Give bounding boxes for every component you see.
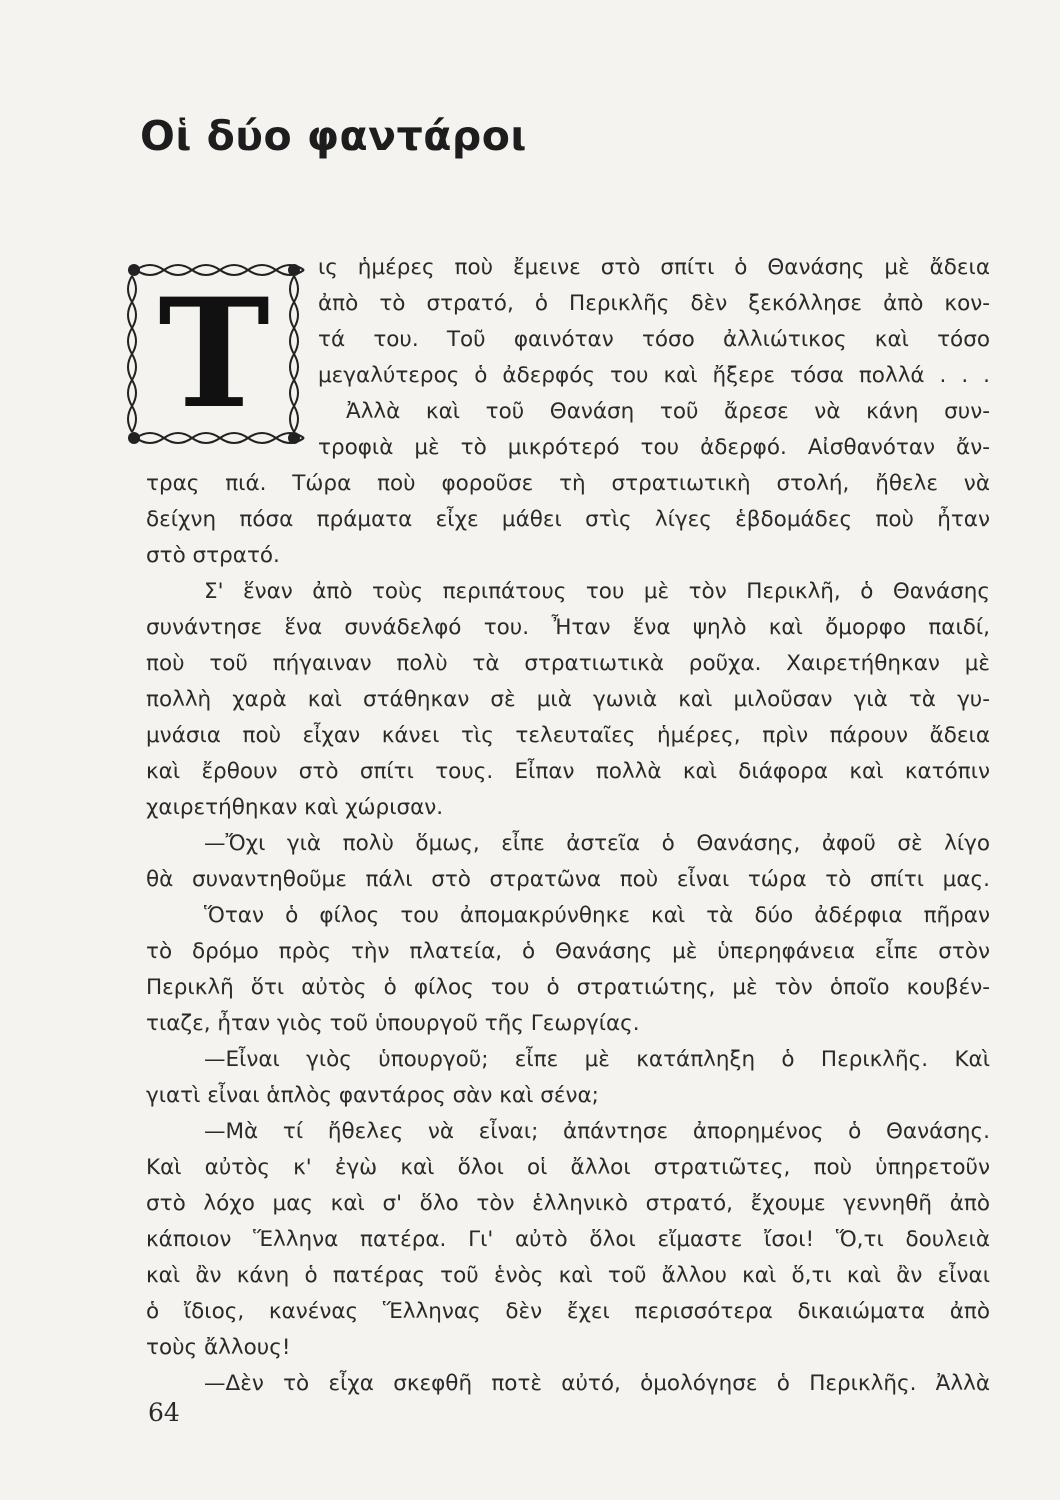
- text-line: στὸ στρατό.: [146, 543, 280, 568]
- text-line: ις ἡμέρες ποὺ ἔμεινε στὸ σπίτι ὁ Θανάσης μὲ ἄδεια: [318, 255, 990, 280]
- text-line: Ἀλλὰ καὶ τοῦ Θανάση τοῦ ἄρεσε νὰ κάνη συν-: [346, 399, 990, 424]
- text-line: μεγαλύτερος ὁ ἀδερφός του καὶ ἤξερε τόσα πολλά . . .: [318, 363, 990, 388]
- text-line: καὶ ἔρθουν στὸ σπίτι τους. Εἶπαν πολλὰ καὶ διάφορα καὶ κατόπιν: [146, 759, 990, 784]
- text-line: συνάντησε ἕνα συνάδελφό του. Ἦταν ἕνα ψηλὸ καὶ ὄμορφο παιδί,: [146, 615, 990, 640]
- text-line: —Δὲν τὸ εἶχα σκεφθῆ ποτὲ αὐτό, ὁμολόγησε ὁ Περικλῆς. Ἀλλὰ: [204, 1371, 990, 1396]
- text-line: ἀπὸ τὸ στρατό, ὁ Περικλῆς δὲν ξεκόλλησε ἀπὸ κον-: [318, 291, 990, 316]
- text-line: —Ὄχι γιὰ πολὺ ὅμως, εἶπε ἀστεῖα ὁ Θανάσης, ἀφοῦ σὲ λίγο: [204, 831, 990, 856]
- text-line: τιαζε, ἦταν γιὸς τοῦ ὑπουργοῦ τῆς Γεωργίας.: [146, 1011, 640, 1036]
- text-line: τὸ δρόμο πρὸς τὴν πλατεία, ὁ Θανάσης μὲ ὑπερηφάνεια εἶπε στὸν: [146, 939, 990, 964]
- text-line: θὰ συναντηθοῦμε πάλι στὸ στρατῶνα ποὺ εἶναι τώρα τὸ σπίτι μας.: [146, 867, 990, 892]
- page-number: 64: [148, 1398, 180, 1427]
- text-line: τρας πιά. Τώρα ποὺ φοροῦσε τὴ στρατιωτικὴ στολή, ἤθελε νὰ: [146, 471, 990, 496]
- text-line: γιατὶ εἶναι ἁπλὸς φαντάρος σὰν καὶ σένα;: [146, 1083, 599, 1108]
- drop-cap-letter: Τ: [158, 266, 270, 442]
- text-line: τά του. Τοῦ φαινόταν τόσο ἀλλιώτικος καὶ τόσο: [318, 327, 990, 352]
- text-line: Περικλῆ ὅτι αὐτὸς ὁ φίλος του ὁ στρατιώτης, μὲ τὸν ὁποῖο κουβέν-: [146, 975, 990, 1000]
- text-line: κάποιον Ἕλληνα πατέρα. Γι' αὐτὸ ὅλοι εἴμαστε ἴσοι! Ὅ,τι δουλειὰ: [146, 1227, 990, 1252]
- text-line: τροφιὰ μὲ τὸ μικρότερό του ἀδερφό. Αἰσθανόταν ἄν-: [318, 435, 990, 460]
- text-line: χαιρετήθηκαν καὶ χώρισαν.: [146, 795, 444, 820]
- text-line: —Εἶναι γιὸς ὑπουργοῦ; εἶπε μὲ κατάπληξη ὁ Περικλῆς. Καὶ: [204, 1047, 990, 1072]
- text-line: πολλὴ χαρὰ καὶ στάθηκαν σὲ μιὰ γωνιὰ καὶ μιλοῦσαν γιὰ τὰ γυ-: [146, 687, 990, 712]
- text-line: καὶ ἂν κάνη ὁ πατέρας τοῦ ἑνὸς καὶ τοῦ ἄλλου καὶ ὅ,τι καὶ ἂν εἶναι: [146, 1263, 990, 1288]
- text-line: στὸ λόχο μας καὶ σ' ὅλο τὸν ἑλληνικὸ στρατό, ἔχουμε γεννηθῆ ἀπὸ: [146, 1191, 990, 1216]
- text-line: δείχνη πόσα πράματα εἶχε μάθει στὶς λίγες ἑβδομάδες ποὺ ἦταν: [146, 507, 990, 532]
- text-line: τοὺς ἄλλους!: [146, 1335, 291, 1360]
- drop-cap-box: [122, 258, 306, 450]
- text-line: Καὶ αὐτὸς κ' ἐγὼ καὶ ὅλοι οἱ ἄλλοι στρατιῶτες, ποὺ ὑπηρετοῦν: [146, 1155, 990, 1180]
- text-line: ποὺ τοῦ πήγαιναν πολὺ τὰ στρατιωτικὰ ροῦχα. Χαιρετήθηκαν μὲ: [146, 651, 990, 676]
- text-line: Σ' ἕναν ἀπὸ τοὺς περιπάτους του μὲ τὸν Περικλῆ, ὁ Θανάσης: [204, 579, 990, 604]
- text-line: μνάσια ποὺ εἶχαν κάνει τὶς τελευταῖες ἡμέρες, πρὶν πάρουν ἄδεια: [146, 723, 990, 748]
- text-line: Ὅταν ὁ φίλος του ἀπομακρύνθηκε καὶ τὰ δύο ἀδέρφια πῆραν: [204, 903, 990, 928]
- text-line: —Μὰ τί ἤθελες νὰ εἶναι; ἀπάντησε ἀπορημένος ὁ Θανάσης.: [204, 1119, 990, 1144]
- text-line: ὁ ἴδιος, κανένας Ἕλληνας δὲν ἔχει περισσότερα δικαιώματα ἀπὸ: [146, 1299, 990, 1324]
- page-title: Οἱ δύο φαντάροι: [140, 112, 527, 160]
